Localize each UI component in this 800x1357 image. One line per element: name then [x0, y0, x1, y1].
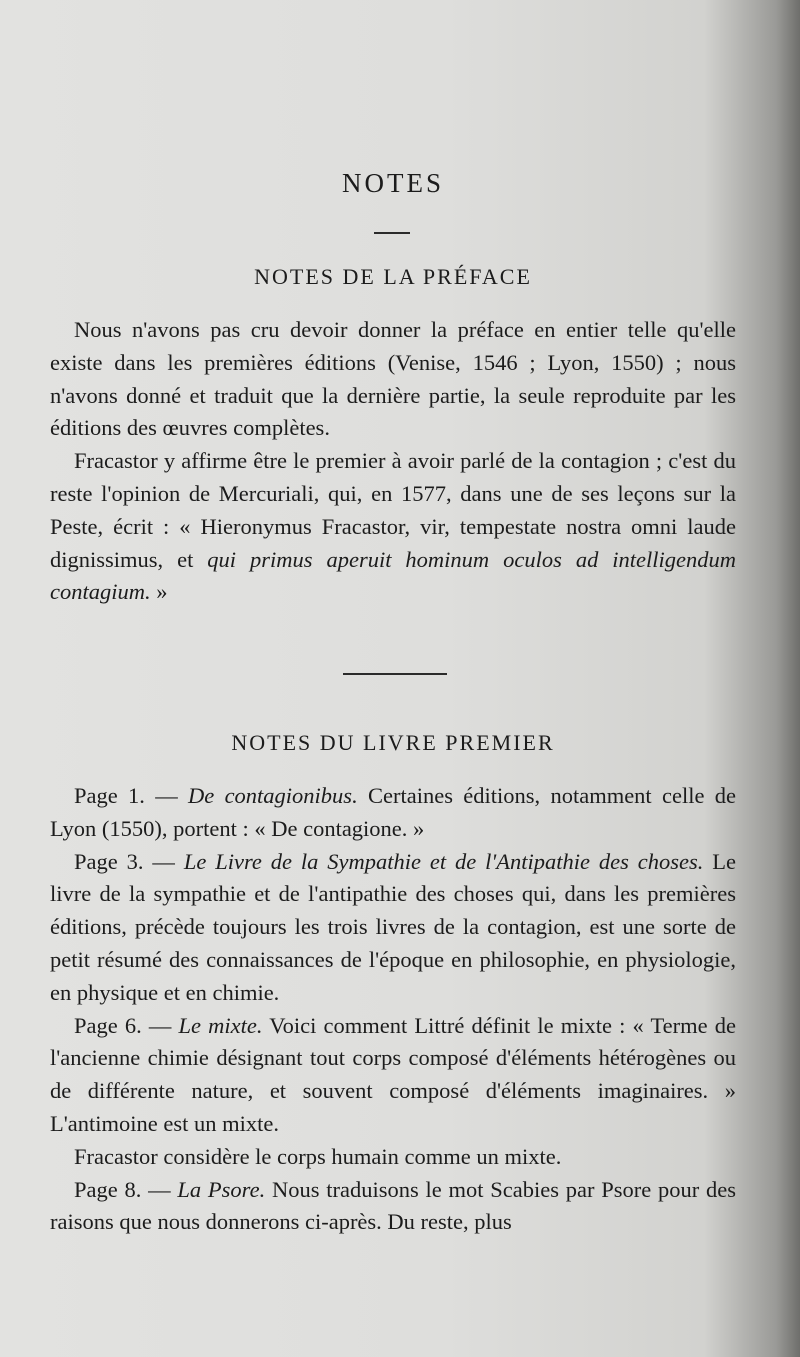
text-run: Nous traduisons le mot Scabies par Psore pour des raisons que nous donnerons ci-après. Du reste, plus — [50, 1176, 736, 1235]
paragraph — [50, 780, 736, 846]
text-run: Voici comment Littré définit le mixte : « Terme de l'ancienne chimie désignant tout corps composé d'éléments hétérogènes ou de différente nature, et souvent composé d'éléments imaginaires. » L'antimoine est un mixte. — [50, 1012, 736, 1136]
paragraph — [50, 314, 736, 445]
italic-run: La Psore. — [177, 1176, 266, 1202]
paragraph — [50, 846, 736, 1010]
italic-run: Le Livre de la Sympathie et de l'Antipathie des choses. — [183, 848, 704, 874]
italic-run: qui primus aperuit hominum oculos ad intelligendum contagium. — [50, 546, 736, 605]
text-run: Page 3. — — [74, 848, 184, 874]
paragraph — [50, 1010, 736, 1141]
text-run: Page 6. — — [74, 1012, 179, 1038]
text-run: Page 1. — — [74, 783, 189, 808]
italic-run: Le mixte. — [178, 1012, 263, 1038]
title-underline — [374, 232, 410, 234]
text-run: Certaines éditions, notamment celle de Lyon (1550), portent : « De contagione. » — [50, 783, 736, 841]
text-run: Fracastor considère le corps humain comme un mixte. — [74, 1143, 562, 1169]
paragraph — [50, 445, 736, 609]
section-heading-preface: NOTES DE LA PRÉFACE — [254, 264, 532, 289]
page-title: NOTES — [342, 168, 444, 198]
section-divider — [343, 673, 447, 675]
italic-run: De contagionibus. — [188, 783, 358, 808]
text-run: Nous n'avons pas cru devoir donner la préface en entier telle qu'elle existe dans les premières éditions (Venise, 1546 ; Lyon, 1550) ; nous n'avons donné et traduit que la dernière partie, la seule reproduite par les éditions des œuvres complètes. — [50, 317, 736, 441]
text-run: » — [150, 579, 168, 605]
section-heading-livre-premier: NOTES DU LIVRE PREMIER — [231, 730, 555, 755]
text-run: Page 8. — — [74, 1176, 178, 1202]
text-run: Fracastor y affirme être le premier à avoir parlé de la contagion ; c'est du reste l'opinion de Mercuriali, qui, en 1577, dans une de ses leçons sur la Peste, écrit : « Hieronymus Fracastor, vir, tempestate nostra omni laude dignissimus, et — [50, 448, 736, 572]
text-run: Le livre de la sympathie et de l'antipathie des choses qui, dans les premières éditions, précède toujours les trois livres de la contagion, est une sorte de petit résumé des connaissances de l'époque en philosophie, en physiologie, en physique et en chimie. — [50, 848, 737, 1005]
livre-premier-notes-body — [50, 780, 736, 1239]
preface-notes-body — [50, 314, 736, 609]
paragraph — [50, 1141, 736, 1174]
paragraph — [50, 1174, 736, 1240]
